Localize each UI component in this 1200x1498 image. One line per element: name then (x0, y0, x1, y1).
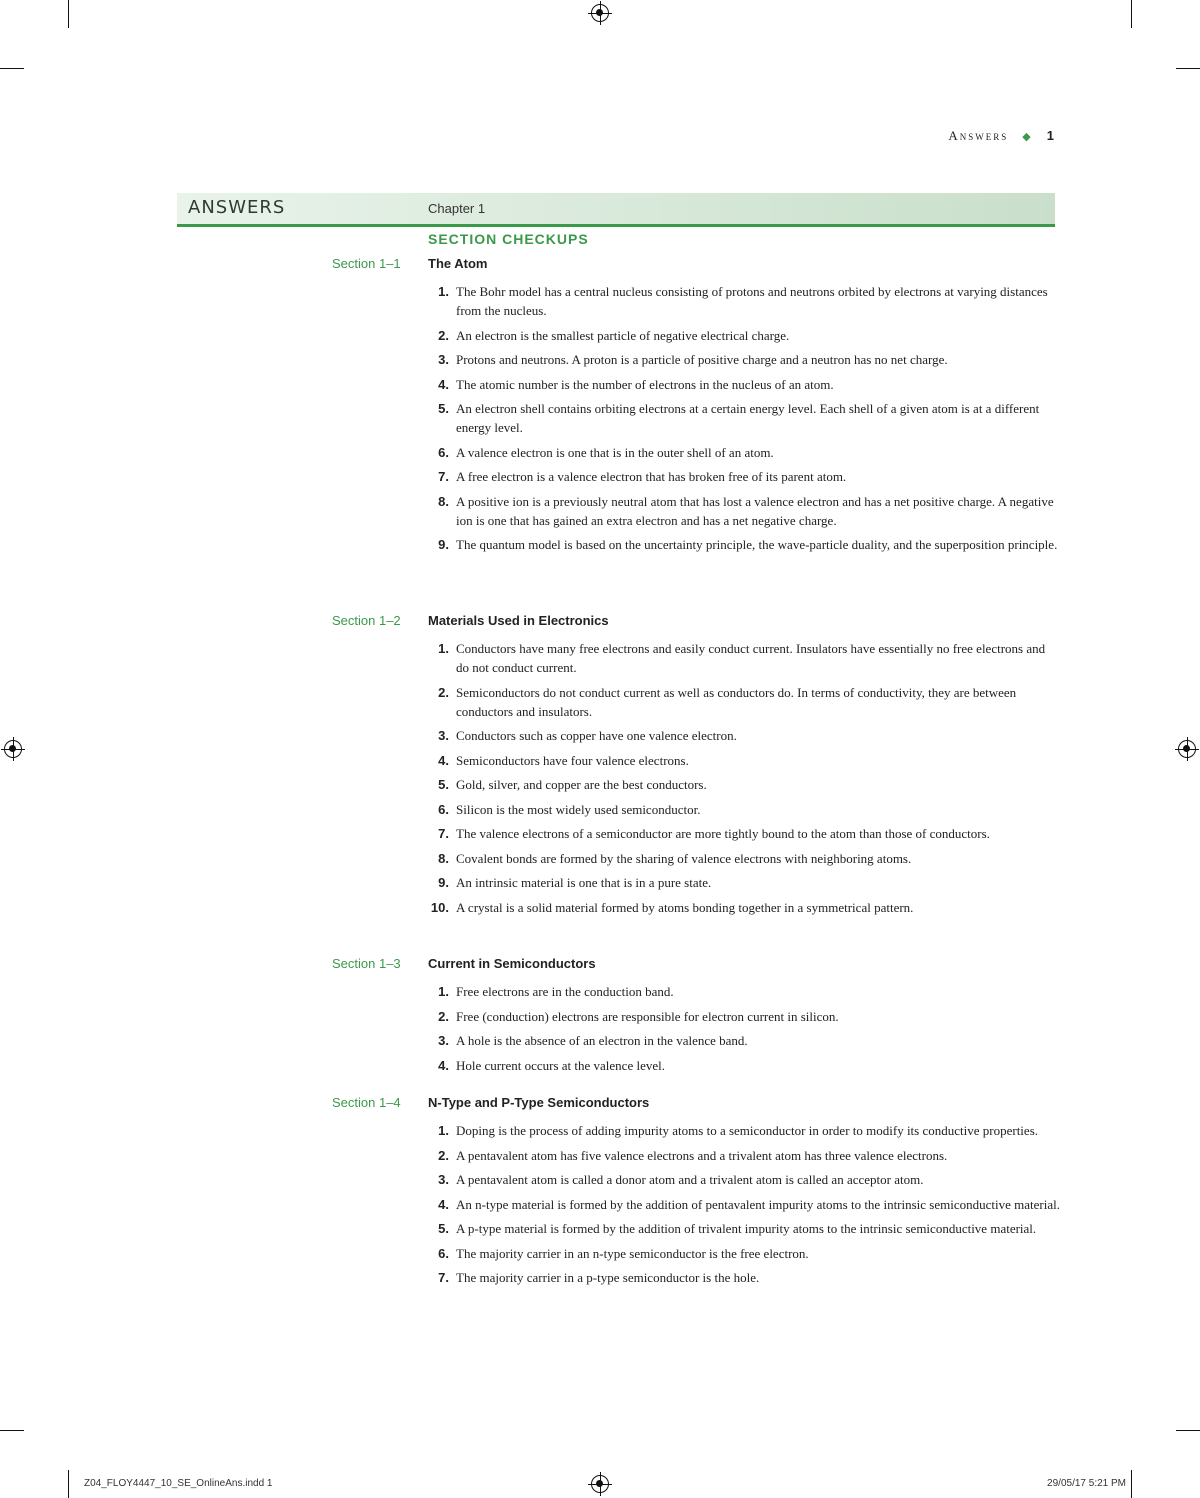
answer-text: An electron shell contains orbiting electrons at a certain energy level. Each shell of a given atom is at a different energy level. (456, 401, 1040, 435)
answer-item (420, 1219, 1060, 1238)
answer-item (420, 1031, 1060, 1050)
answer-text: A pentavalent atom has five valence electrons and a trivalent atom has three valence electrons. (456, 1147, 948, 1163)
answer-item (420, 326, 1060, 345)
crop-mark-right-top (1176, 68, 1200, 69)
answer-number: 8. (438, 493, 449, 509)
answer-number: 8. (438, 850, 449, 866)
answer-number: 3. (438, 352, 449, 367)
answer-number: 7. (438, 826, 449, 841)
answer-number: 1. (438, 1123, 449, 1138)
answer-item (420, 1170, 1060, 1189)
crop-mark-bottom-right (1131, 1470, 1132, 1498)
answer-text: Gold, silver, and copper are the best conductors. (456, 777, 707, 792)
answer-item (420, 492, 1060, 530)
answer-item (420, 375, 1060, 394)
answer-text: Semiconductors have four valence electrons. (456, 752, 689, 768)
answer-number: 1. (438, 284, 449, 299)
answer-item (420, 639, 1060, 677)
answer-item (420, 1268, 1060, 1287)
answer-text: The valence electrons of a semiconductor are more tightly bound to the atom than those of conductors. (456, 826, 990, 841)
answer-text: Free electrons are in the conduction band. (456, 984, 674, 999)
registration-mark-icon (591, 1475, 609, 1493)
answer-text: A valence electron is one that is in the outer shell of an atom. (456, 444, 774, 460)
registration-mark-icon (591, 4, 609, 22)
section-label: Section 1–4 (332, 1095, 401, 1110)
answer-text: A free electron is a valence electron that has broken free of its parent atom. (456, 469, 847, 484)
answer-text: The quantum model is based on the uncertainty principle, the wave-particle duality, and the superposition principle. (456, 537, 1058, 552)
answer-number: 3. (438, 728, 449, 743)
answer-item (420, 467, 1060, 486)
answer-number: 7. (438, 1270, 449, 1285)
answer-text: A crystal is a solid material formed by atoms bonding together in a symmetrical pattern. (456, 899, 914, 915)
answer-number: 1. (438, 641, 449, 656)
footer-file-slug: Z04_FLOY4447_10_SE_OnlineAns.indd 1 (84, 1478, 273, 1489)
banner-chapter: Chapter 1 (428, 201, 486, 216)
section-label: Section 1–3 (332, 956, 401, 971)
answer-text: A p-type material is formed by the addition of trivalent impurity atoms to the intrinsic semiconductive material. (456, 1221, 1037, 1236)
answer-number: 9. (438, 537, 449, 552)
answer-item (420, 898, 1060, 917)
answer-number: 6. (438, 801, 449, 817)
answer-item (420, 775, 1060, 794)
answer-list (420, 282, 1060, 560)
answer-text: Covalent bonds are formed by the sharing of valence electrons with neighboring atoms. (456, 850, 912, 866)
answer-item (420, 726, 1060, 745)
section-label: Section 1–2 (332, 613, 401, 628)
section-checkups-heading: SECTION CHECKUPS (428, 231, 589, 247)
diamond-separator-icon: ◆ (1022, 131, 1033, 143)
footer-timestamp: 29/05/17 5:21 PM (1047, 1478, 1126, 1489)
section-title: The Atom (428, 256, 488, 271)
answer-text: Conductors such as copper have one valence electron. (456, 728, 737, 743)
answer-number: 2. (438, 1147, 449, 1163)
answer-item (420, 873, 1060, 892)
answer-number: 3. (438, 1172, 449, 1187)
answer-text: Semiconductors do not conduct current as well as conductors do. In terms of conductivity, they are between conductors and insulators. (456, 684, 1017, 719)
answer-text: Free (conduction) electrons are responsible for electron current in silicon. (456, 1008, 839, 1024)
answer-item (420, 1056, 1060, 1075)
answer-item (420, 1244, 1060, 1263)
answer-text: Protons and neutrons. A proton is a particle of positive charge and a neutron has no net charge. (456, 352, 948, 367)
answer-number: 4. (438, 1196, 449, 1212)
answer-item (420, 399, 1060, 437)
answer-text: The majority carrier in a p-type semiconductor is the hole. (456, 1270, 760, 1285)
page-number: 1 (1046, 128, 1054, 143)
banner-title: ANSWERS (188, 197, 286, 218)
answer-item (420, 350, 1060, 369)
answer-number: 9. (438, 875, 449, 890)
answer-number: 1. (438, 984, 449, 999)
answer-item (420, 1007, 1060, 1026)
answer-number: 5. (438, 1221, 449, 1236)
answer-number: 4. (438, 1057, 449, 1073)
answer-item (420, 535, 1060, 554)
answer-text: An electron is the smallest particle of negative electrical charge. (456, 327, 790, 343)
answer-number: 4. (438, 376, 449, 392)
answers-banner (177, 193, 1055, 227)
running-head (948, 128, 1054, 144)
answer-text: A pentavalent atom is called a donor atom and a trivalent atom is called an acceptor atom. (456, 1172, 924, 1187)
crop-mark-left-bottom (0, 1430, 24, 1431)
answer-number: 2. (438, 327, 449, 343)
running-head-label: Answers (948, 128, 1009, 143)
answer-text: The Bohr model has a central nucleus consisting of protons and neutrons orbited by electrons at varying distances from the nucleus. (456, 284, 1048, 318)
answer-item (420, 824, 1060, 843)
crop-mark-top-right (1131, 0, 1132, 28)
answer-list (420, 1121, 1060, 1293)
answer-item (420, 683, 1060, 721)
answer-item (420, 1146, 1060, 1165)
answer-number: 10. (430, 899, 449, 915)
section-label: Section 1–1 (332, 256, 401, 271)
answer-number: 4. (438, 752, 449, 768)
answer-text: A hole is the absence of an electron in the valence band. (456, 1033, 748, 1048)
answer-item (420, 1195, 1060, 1214)
answer-item (420, 282, 1060, 320)
answer-text: An intrinsic material is one that is in a pure state. (456, 875, 712, 890)
answer-number: 6. (438, 1245, 449, 1261)
answer-number: 6. (438, 444, 449, 460)
answer-text: A positive ion is a previously neutral atom that has lost a valence electron and has a net positive charge. A negative ion is one that has gained an extra electron and has a net negative charge. (456, 493, 1054, 528)
answer-number: 2. (438, 1008, 449, 1024)
answer-list (420, 982, 1060, 1080)
answer-text: Conductors have many free electrons and easily conduct current. Insulators have essentially no free electrons and do not conduct current. (456, 641, 1046, 675)
crop-mark-left-top (0, 68, 24, 69)
answer-number: 5. (438, 777, 449, 792)
answer-list (420, 639, 1060, 922)
answer-text: Silicon is the most widely used semiconductor. (456, 801, 701, 817)
answer-number: 5. (438, 401, 449, 416)
answer-text: The atomic number is the number of electrons in the nucleus of an atom. (456, 376, 834, 392)
crop-mark-top-left (68, 0, 69, 28)
answer-item (420, 443, 1060, 462)
answer-number: 7. (438, 469, 449, 484)
section-title: Current in Semiconductors (428, 956, 596, 971)
answer-text: The majority carrier in an n-type semiconductor is the free electron. (456, 1245, 809, 1261)
crop-mark-bottom-left (68, 1470, 69, 1498)
answer-item (420, 849, 1060, 868)
registration-mark-icon (1178, 740, 1196, 758)
answer-number: 2. (438, 684, 449, 700)
answer-text: Doping is the process of adding impurity atoms to a semiconductor in order to modify its conductive properties. (456, 1123, 1038, 1138)
answer-number: 3. (438, 1033, 449, 1048)
section-title: N-Type and P-Type Semiconductors (428, 1095, 650, 1110)
answer-item (420, 982, 1060, 1001)
section-title: Materials Used in Electronics (428, 613, 609, 628)
crop-mark-right-bottom (1176, 1430, 1200, 1431)
answer-item (420, 800, 1060, 819)
answer-item (420, 1121, 1060, 1140)
answer-text: An n-type material is formed by the addition of pentavalent impurity atoms to the intrinsic semiconductive material. (456, 1196, 1060, 1212)
registration-mark-icon (4, 740, 22, 758)
answer-text: Hole current occurs at the valence level. (456, 1057, 665, 1073)
answer-item (420, 751, 1060, 770)
